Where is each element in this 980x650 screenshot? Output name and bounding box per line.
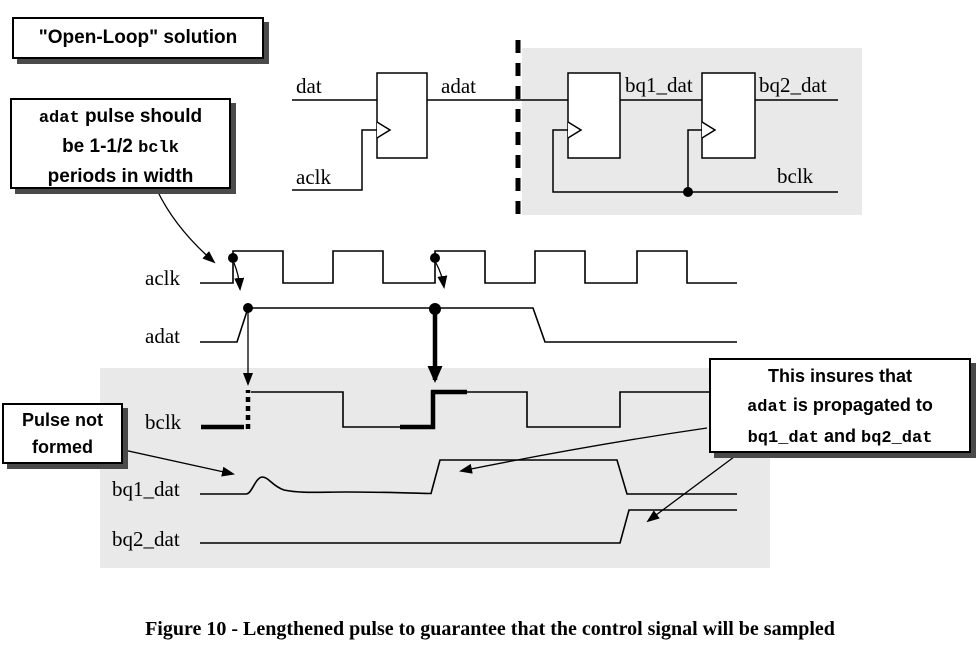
circuit-dat-label: dat bbox=[296, 74, 322, 98]
open-loop-title-box bbox=[12, 17, 264, 59]
open-loop-title-text: "Open-Loop" solution bbox=[38, 27, 238, 48]
bq2-dat-mono-text: bq2_dat bbox=[861, 429, 933, 448]
waveform-aclk-label: aclk bbox=[145, 266, 180, 290]
arrow-pulse-width-to-aclk-edge bbox=[157, 190, 214, 262]
circuit-bq2-dat-label: bq2_dat bbox=[759, 73, 827, 97]
pulse-width-line-2 bbox=[12, 133, 229, 163]
circuit-bclk-label: bclk bbox=[777, 164, 814, 188]
adat-waveform bbox=[200, 308, 737, 342]
adat-mono-text: adat bbox=[747, 398, 788, 417]
waveform-bq2-dat-label: bq2_dat bbox=[112, 527, 180, 551]
bq1-dat-mono-text: bq1_dat bbox=[747, 429, 819, 448]
insures-propagation-callout bbox=[709, 358, 971, 453]
circuit-adat-label: adat bbox=[441, 74, 476, 98]
insures-line-2 bbox=[711, 391, 969, 422]
waveform-bq1-dat-label: bq1_dat bbox=[112, 477, 180, 501]
pulse-width-line-3 bbox=[12, 163, 229, 191]
insures-text: is propagated to bbox=[787, 395, 933, 415]
figure-caption: Figure 10 - Lengthened pulse to guarantee that the control signal will be sampled bbox=[145, 618, 835, 640]
adat-pulse-width-callout bbox=[10, 98, 231, 189]
aclk-waveform bbox=[200, 251, 737, 283]
bclk-mono-text: bclk bbox=[138, 139, 179, 158]
pulse-width-text: periods in width bbox=[47, 166, 194, 187]
pulse-width-text: pulse should bbox=[79, 106, 203, 127]
circuit-bq1-dat-label: bq1_dat bbox=[625, 73, 693, 97]
insures-text: This insures that bbox=[767, 366, 913, 386]
arrow-aclk-edge-to-adat-1 bbox=[234, 263, 240, 289]
insures-text: and bbox=[818, 426, 861, 446]
arrow-aclk-edge-to-adat-2 bbox=[436, 263, 444, 287]
bclk-wire-junction-dot bbox=[683, 187, 693, 197]
pulse-width-text: be 1-1/2 bbox=[62, 136, 139, 157]
adat-mono-text: adat bbox=[38, 109, 80, 128]
pulse-not-formed-callout bbox=[2, 403, 123, 464]
flip-flop-aclk bbox=[377, 73, 427, 158]
insures-line-1 bbox=[711, 362, 969, 391]
insures-line-3 bbox=[711, 422, 969, 453]
flip-flop-bq1 bbox=[568, 73, 620, 158]
waveform-adat-label: adat bbox=[145, 324, 180, 348]
circuit-aclk-label: aclk bbox=[296, 165, 331, 189]
pulse-width-line-1 bbox=[12, 103, 229, 133]
flip-flop-bq2 bbox=[702, 73, 755, 158]
pulse-not-formed-text: Pulse not formed bbox=[21, 410, 103, 457]
sampling-edge-dots bbox=[228, 253, 441, 315]
waveform-bclk-label: bclk bbox=[145, 410, 182, 434]
